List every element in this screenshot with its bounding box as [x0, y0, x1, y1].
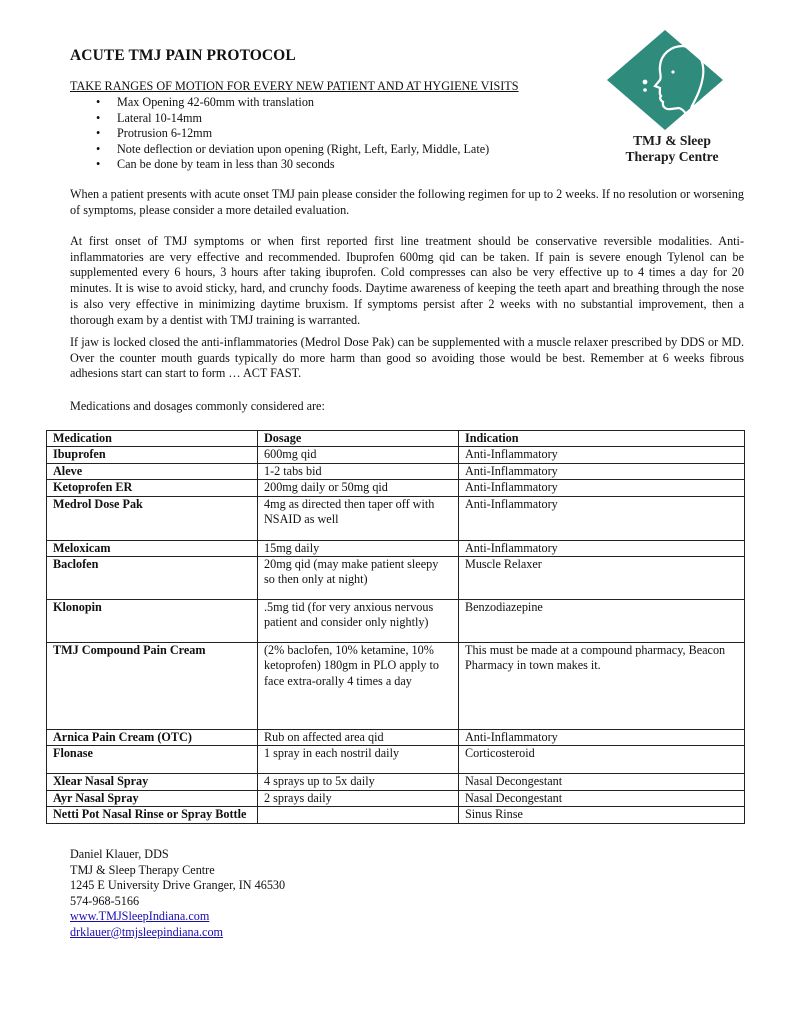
table-row	[47, 807, 745, 823]
medication-cell: Netti Pot Nasal Rinse or Spray Bottle	[47, 807, 258, 823]
indication-cell: Anti-Inflammatory	[459, 447, 745, 463]
rom-item: • Max Opening 42-60mm with translation	[96, 95, 489, 111]
table-row	[47, 447, 745, 463]
intro-paragraph: When a patient presents with acute onset TMJ pain please consider the following regimen for up to 2 weeks. If no resolution or worsening of symptoms, please consider a more detailed evaluation.	[70, 187, 744, 217]
indication-cell: Muscle Relaxer	[459, 557, 745, 600]
rom-item: • Protrusion 6-12mm	[96, 126, 489, 142]
indication-cell: Nasal Decongestant	[459, 790, 745, 806]
table-row	[47, 480, 745, 496]
medication-cell: Ayr Nasal Spray	[47, 790, 258, 806]
table-row	[47, 790, 745, 806]
rom-list	[96, 95, 489, 173]
dosage-cell: 200mg daily or 50mg qid	[258, 480, 459, 496]
contact-block	[70, 847, 285, 941]
indication-cell: Anti-Inflammatory	[459, 540, 745, 556]
medication-cell: Flonase	[47, 746, 258, 774]
medications-table	[46, 430, 745, 824]
logo-text	[592, 133, 752, 165]
table-row	[47, 600, 745, 643]
table-row	[47, 774, 745, 790]
rom-item: • Can be done by team in less than 30 seconds	[96, 157, 489, 173]
dosage-cell: 2 sprays daily	[258, 790, 459, 806]
dosage-cell: .5mg tid (for very anxious nervous patient and consider only nightly)	[258, 600, 459, 643]
logo-line-2: Therapy Centre	[625, 149, 719, 164]
medication-cell: Klonopin	[47, 600, 258, 643]
website-link[interactable]: www.TMJSleepIndiana.com	[70, 909, 210, 924]
contact-name: Daniel Klauer, DDS	[70, 847, 169, 861]
table-row	[47, 643, 745, 730]
table-row	[47, 557, 745, 600]
medication-cell: Medrol Dose Pak	[47, 496, 258, 540]
locked-jaw-paragraph: If jaw is locked closed the anti-inflammatories (Medrol Dose Pak) can be supplemented with a muscle relaxer prescribed by DDS or MD. Over the counter mouth guards typically do more harm than good so avoiding those would be best. Remember at 6 weeks fibrous adhesions start can start to form … ACT FAST.	[70, 335, 744, 381]
contact-phone: 574-968-5166	[70, 893, 140, 908]
indication-cell: Corticosteroid	[459, 746, 745, 774]
rom-item: • Lateral 10-14mm	[96, 111, 489, 127]
dosage-cell: 20mg qid (may make patient sleepy so then only at night)	[258, 557, 459, 600]
dosage-cell: 600mg qid	[258, 447, 459, 463]
rom-item: • Note deflection or deviation upon opening (Right, Left, Early, Middle, Late)	[96, 142, 489, 158]
header-indication: Indication	[459, 431, 745, 447]
dosage-cell: 1 spray in each nostril daily	[258, 746, 459, 774]
medication-cell: Ibuprofen	[47, 447, 258, 463]
indication-cell: Anti-Inflammatory	[459, 730, 745, 746]
dosage-cell	[258, 807, 459, 823]
header-dosage: Dosage	[258, 431, 459, 447]
table-header-row	[47, 431, 745, 447]
indication-cell: This must be made at a compound pharmacy, Beacon Pharmacy in town makes it.	[459, 643, 745, 730]
medication-cell: Aleve	[47, 463, 258, 479]
first-line-treatment-paragraph: At first onset of TMJ symptoms or when first reported first line treatment should be conservative reversible modalities. Anti-inflammatories are very effective and recommended. Ibuprofen 600mg qid can be taken. If pain is severe enough Tylenol can be supplemented every 6 hours, 3 hours after taking ibuprofen. Cold compresses can also be very effective up to 4 times a day for 20 minutes. It is wise to avoid sticky, hard, and crunchy foods. Daytime awareness of keeping the teeth apart and breathing through the nose is also very effective in minimizing daytime bruxism. If symptoms persist after 2 weeks with no substantial improvement, then a thorough exam by a dentist with TMJ training is warranted.	[70, 234, 744, 327]
table-row	[47, 463, 745, 479]
dosage-cell: (2% baclofen, 10% ketamine, 10% ketoprofen) 180gm in PLO apply to face extra-orally 4 times a day	[258, 643, 459, 730]
contact-practice: TMJ & Sleep Therapy Centre	[70, 862, 215, 877]
medication-cell: Meloxicam	[47, 540, 258, 556]
table-row	[47, 540, 745, 556]
page-title: ACUTE TMJ PAIN PROTOCOL	[70, 47, 296, 64]
medication-cell: TMJ Compound Pain Cream	[47, 643, 258, 730]
indication-cell: Sinus Rinse	[459, 807, 745, 823]
table-row	[47, 730, 745, 746]
indication-cell: Nasal Decongestant	[459, 774, 745, 790]
indication-cell: Anti-Inflammatory	[459, 480, 745, 496]
medication-cell: Baclofen	[47, 557, 258, 600]
medications-intro: Medications and dosages commonly considered are:	[70, 399, 325, 413]
dosage-cell: 15mg daily	[258, 540, 459, 556]
indication-cell: Benzodiazepine	[459, 600, 745, 643]
medication-cell: Ketoprofen ER	[47, 480, 258, 496]
indication-cell: Anti-Inflammatory	[459, 463, 745, 479]
dosage-cell: Rub on affected area qid	[258, 730, 459, 746]
header-medication: Medication	[47, 431, 258, 447]
rom-heading: TAKE RANGES OF MOTION FOR EVERY NEW PATIENT AND AT HYGIENE VISITS	[70, 79, 519, 93]
dosage-cell: 1-2 tabs bid	[258, 463, 459, 479]
dosage-cell: 4mg as directed then taper off with NSAID as well	[258, 496, 459, 540]
email-link[interactable]: drklauer@tmjsleepindiana.com	[70, 924, 224, 939]
table-row	[47, 746, 745, 774]
table-row	[47, 496, 745, 540]
indication-cell: Anti-Inflammatory	[459, 496, 745, 540]
logo-line-1: TMJ & Sleep	[633, 133, 711, 148]
dosage-cell: 4 sprays up to 5x daily	[258, 774, 459, 790]
contact-address: 1245 E University Drive Granger, IN 46530	[70, 878, 286, 893]
medication-cell: Arnica Pain Cream (OTC)	[47, 730, 258, 746]
medication-cell: Xlear Nasal Spray	[47, 774, 258, 790]
